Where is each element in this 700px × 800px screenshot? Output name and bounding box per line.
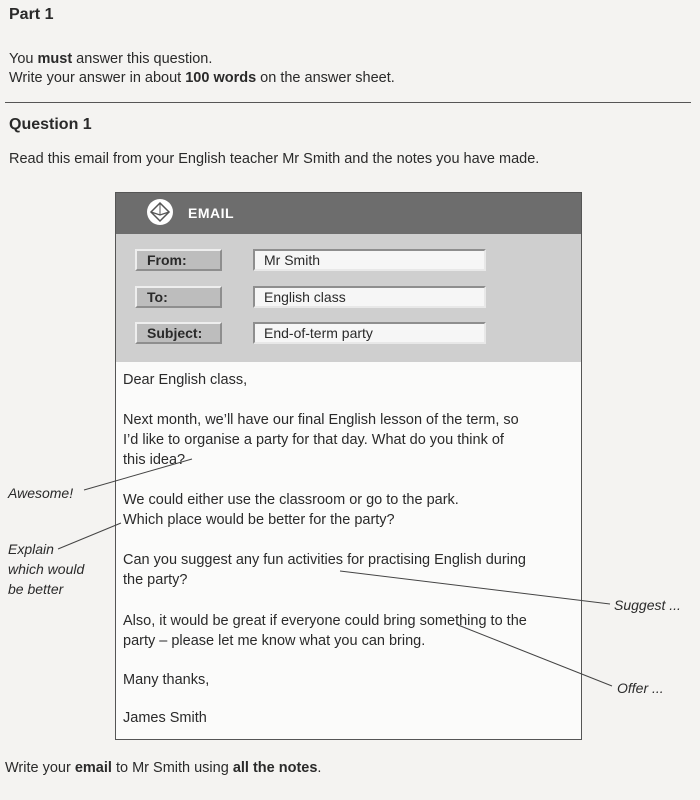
subject-label: Subject: — [135, 322, 222, 344]
to-field: English class — [253, 286, 486, 308]
question-intro: Read this email from your English teacher Mr Smith and the notes you have made. — [9, 151, 540, 167]
instruction-line-2: Write your answer in about 100 words on the answer sheet. — [9, 70, 395, 86]
awesome-line — [84, 459, 192, 490]
email-paragraph-3: Can you suggest any fun activities for practising English during the party? — [123, 552, 526, 588]
email-paragraph-1: Next month, we’ll have our final English lesson of the term, so I’d like to organise a party for that day. What do you think of this idea? — [123, 412, 519, 468]
note-explain: Explain which would be better — [8, 541, 85, 597]
note-awesome: Awesome! — [8, 485, 74, 501]
email-closing: Many thanks, — [123, 672, 210, 688]
email-label: EMAIL — [188, 205, 235, 221]
suggest-line — [340, 571, 610, 604]
email-signature: James Smith — [123, 710, 207, 726]
note-offer: Offer ... — [617, 680, 664, 696]
from-field: Mr Smith — [253, 249, 486, 271]
final-instruction: Write your email to Mr Smith using all the notes. — [5, 760, 322, 776]
to-label: To: — [135, 286, 222, 308]
offer-line — [458, 625, 612, 686]
question-title: Question 1 — [9, 116, 92, 133]
note-suggest: Suggest ... — [614, 597, 681, 613]
explain-line — [58, 523, 121, 549]
part-title: Part 1 — [9, 6, 54, 23]
subject-field: End-of-term party — [253, 322, 486, 344]
email-paragraph-4: Also, it would be great if everyone could bring something to the party – please let me know what you can bring. — [123, 613, 527, 649]
instruction-line-1: You must answer this question. — [9, 51, 213, 67]
from-label: From: — [135, 249, 222, 271]
email-greeting: Dear English class, — [123, 372, 248, 388]
email-paragraph-2: We could either use the classroom or go to the park. Which place would be better for the party? — [123, 492, 459, 528]
